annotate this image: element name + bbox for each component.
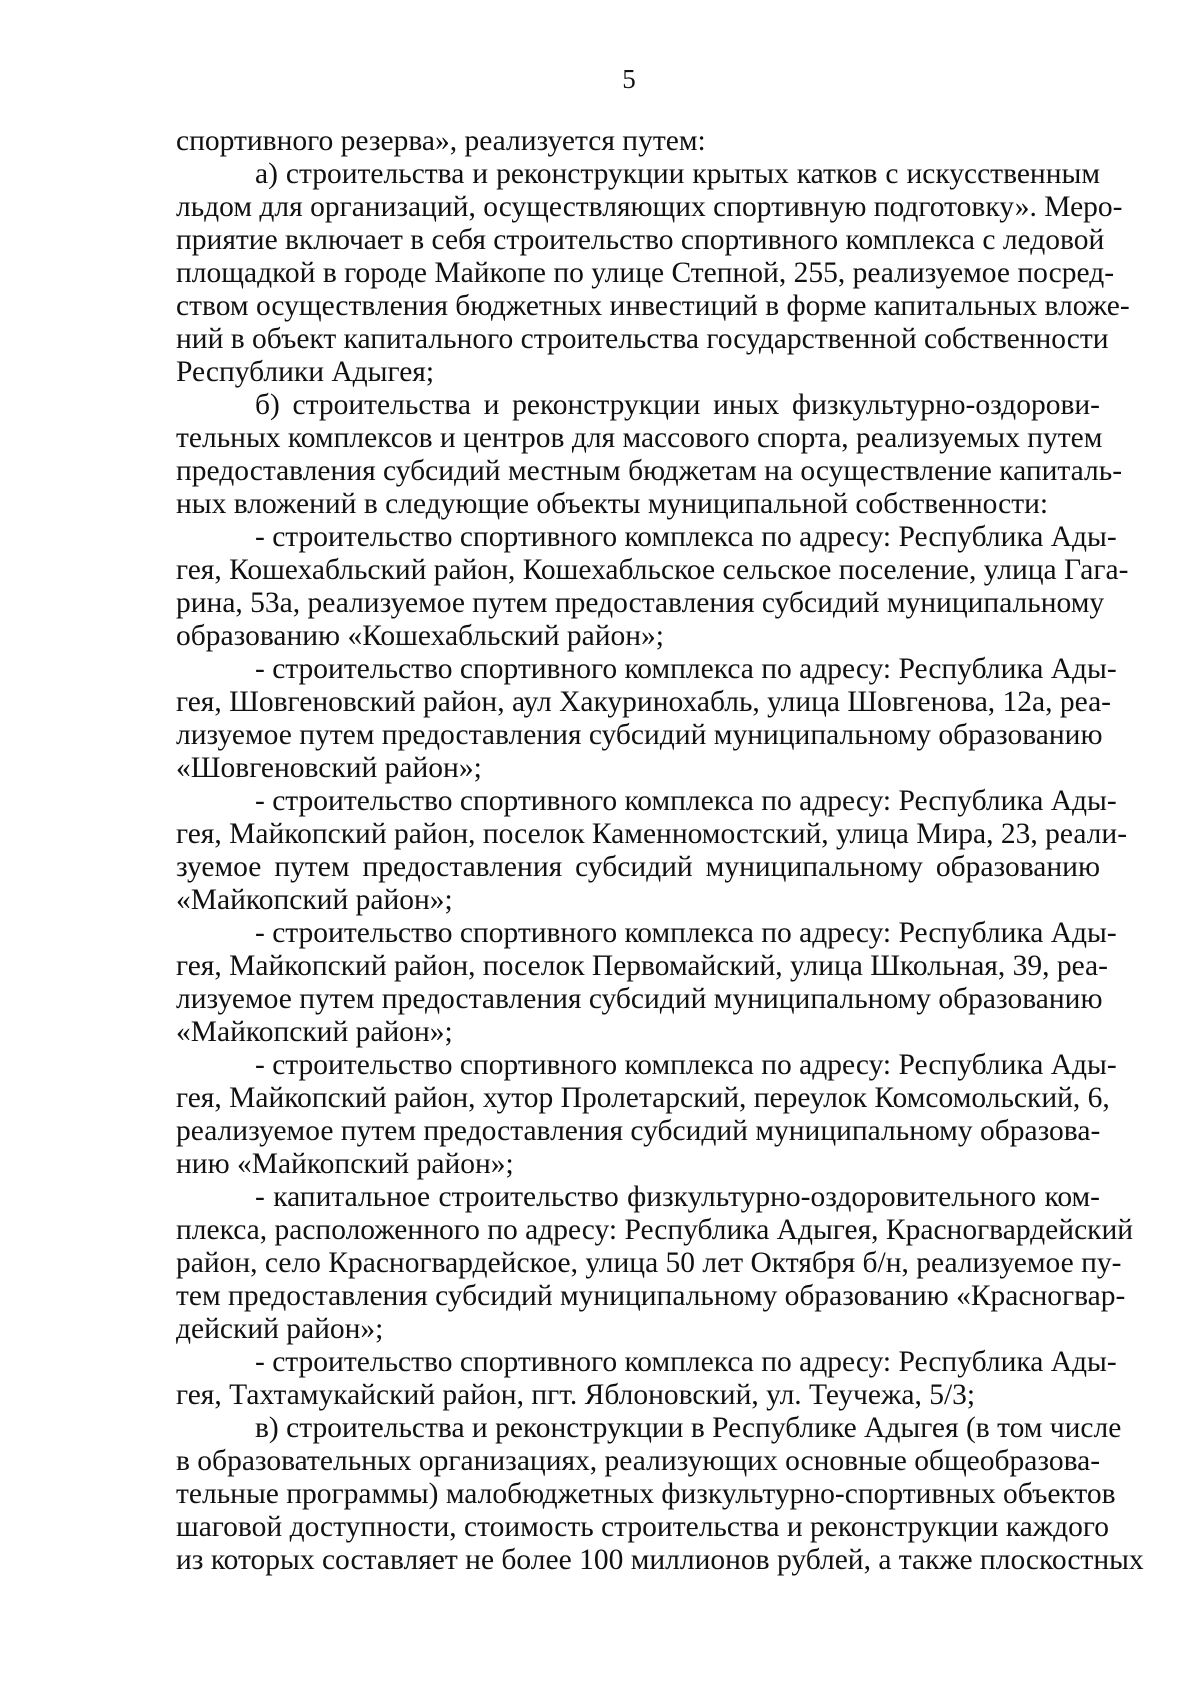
text-line: - строительство спортивного комплекса по адресу: Республика Ады-: [255, 1049, 1117, 1081]
text-line: ством осуществления бюджетных инвестиций в форме капитальных вложе-: [176, 290, 1130, 322]
text-line: гея, Майкопский район, хутор Пролетарский, переулок Комсомольский, 6,: [176, 1082, 1110, 1114]
text-line: реализуемое путем предоставления субсидий муниципальному образова-: [176, 1115, 1101, 1147]
text-line: «Шовгеновский район»;: [176, 752, 482, 784]
text-line: «Майкопский район»;: [176, 884, 453, 916]
text-line: лизуемое путем предоставления субсидий муниципальному образованию: [176, 983, 1103, 1015]
document-body: [176, 125, 1144, 1577]
text-line: гея, Майкопский район, поселок Каменномостский, улица Мира, 23, реали-: [176, 818, 1128, 850]
text-line: лизуемое путем предоставления субсидий муниципальному образованию: [176, 719, 1103, 751]
page-number: 5: [622, 64, 636, 94]
text-line: тельные программы) малобюджетных физкультурно-спортивных объектов: [176, 1478, 1116, 1510]
text-line: тельных комплексов и центров для массового спорта, реализуемых путем: [176, 422, 1103, 454]
text-line: плекса, расположенного по адресу: Республика Адыгея, Красногвардейский: [176, 1214, 1134, 1246]
text-line: спортивного резерва», реализуется путем:: [176, 125, 706, 157]
text-line: ний в объект капитального строительства государственной собственности: [176, 323, 1109, 355]
text-line: в образовательных организациях, реализующих основные общеобразова-: [176, 1445, 1101, 1477]
text-line: - строительство спортивного комплекса по адресу: Республика Ады-: [255, 521, 1117, 553]
text-line: - строительство спортивного комплекса по адресу: Республика Ады-: [255, 1346, 1117, 1378]
text-line: рина, 53а, реализуемое путем предоставления субсидий муниципальному: [176, 587, 1105, 619]
text-line: нию «Майкопский район»;: [176, 1148, 514, 1180]
text-line: ных вложений в следующие объекты муниципальной собственности:: [176, 488, 1049, 520]
text-line: - капитальное строительство физкультурно-оздоровительного ком-: [255, 1181, 1100, 1213]
text-line: гея, Кошехабльский район, Кошехабльское сельское поселение, улица Гага-: [176, 554, 1129, 586]
text-line: дейский район»;: [176, 1313, 384, 1345]
text-line: площадкой в городе Майкопе по улице Степной, 255, реализуемое посред-: [176, 257, 1115, 289]
text-line: шаговой доступности, стоимость строительства и реконструкции каждого: [176, 1511, 1110, 1543]
text-line: - строительство спортивного комплекса по адресу: Республика Ады-: [255, 917, 1117, 949]
text-line: зуемое путем предоставления субсидий муниципальному образованию: [176, 851, 1100, 883]
text-line: Республики Адыгея;: [176, 356, 435, 388]
text-line: гея, Майкопский район, поселок Первомайский, улица Школьная, 39, реа-: [176, 950, 1108, 982]
text-line: гея, Тахтамукайский район, пгт. Яблоновский, ул. Теучежа, 5/3;: [176, 1379, 976, 1411]
text-line: гея, Шовгеновский район, аул Хакуринохабль, улица Шовгенова, 12а, реа-: [176, 686, 1111, 718]
text-line: образованию «Кошехабльский район»;: [176, 620, 664, 652]
text-line: - строительство спортивного комплекса по адресу: Республика Ады-: [255, 785, 1117, 817]
text-line: тем предоставления субсидий муниципальному образованию «Красногвар-: [176, 1280, 1126, 1312]
text-line: в) строительства и реконструкции в Республике Адыгея (в том числе: [255, 1412, 1122, 1444]
text-line: б) строительства и реконструкции иных физкультурно-оздорови-: [255, 389, 1100, 421]
text-line: «Майкопский район»;: [176, 1016, 453, 1048]
text-line: а) строительства и реконструкции крытых катков с искусственным: [255, 158, 1100, 190]
text-line: льдом для организаций, осуществляющих спортивную подготовку». Меро-: [176, 191, 1123, 223]
text-line: район, село Красногвардейское, улица 50 лет Октября б/н, реализуемое пу-: [176, 1247, 1122, 1279]
text-line: - строительство спортивного комплекса по адресу: Республика Ады-: [255, 653, 1117, 685]
text-line: приятие включает в себя строительство спортивного комплекса с ледовой: [176, 224, 1105, 256]
text-line: из которых составляет не более 100 миллионов рублей, а также плоскостных: [176, 1544, 1144, 1576]
text-line: предоставления субсидий местным бюджетам на осуществление капиталь-: [176, 455, 1123, 487]
